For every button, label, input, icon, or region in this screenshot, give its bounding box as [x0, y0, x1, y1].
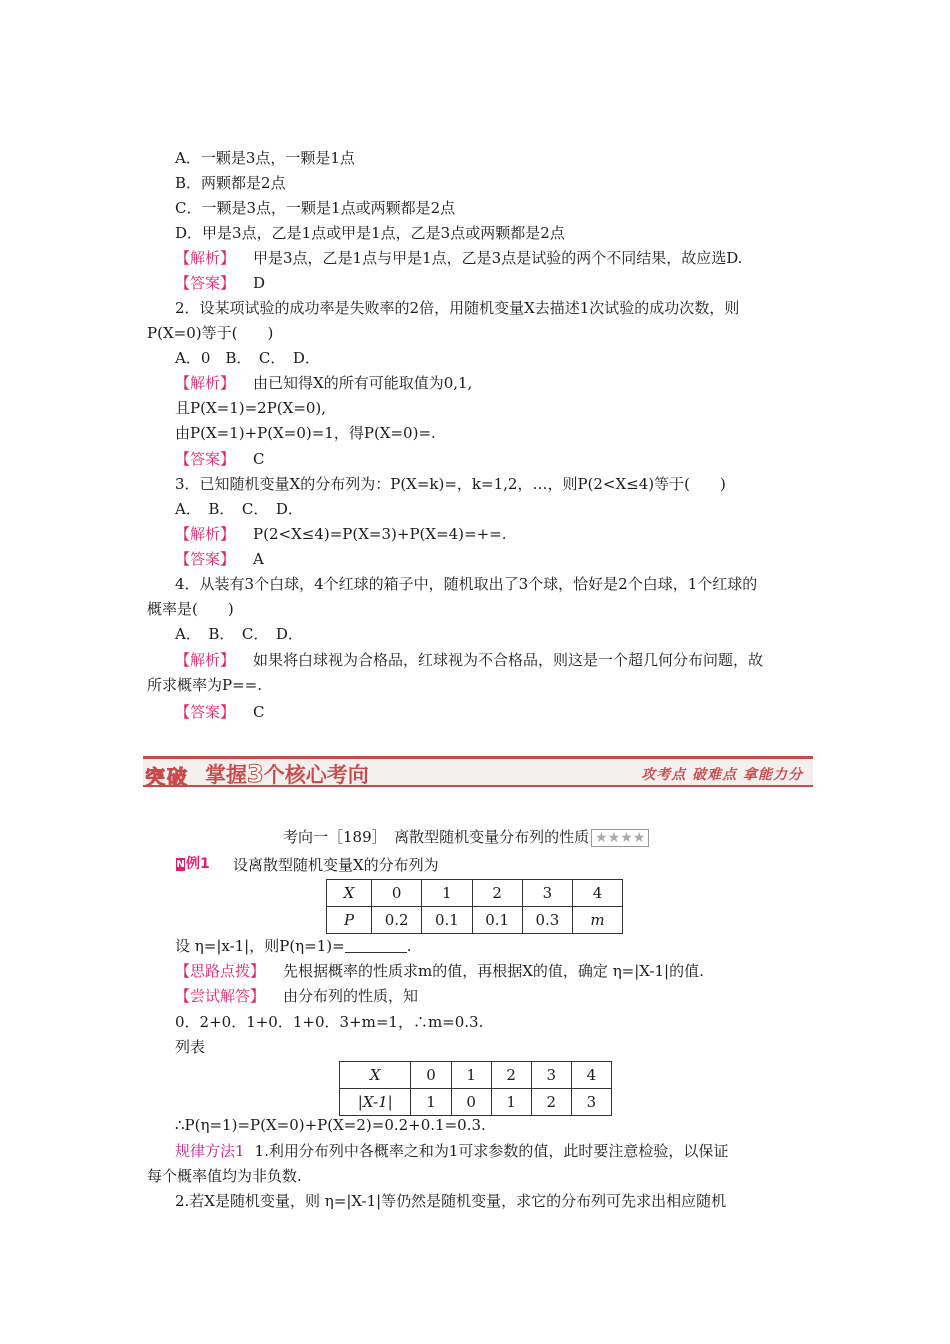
table-cell: 1	[451, 1062, 491, 1089]
rule-text: 1.利用分布列中各概率之和为1可求参数的值，此时要注意检验，以保证	[254, 1142, 729, 1160]
table-cell: 1	[491, 1089, 531, 1116]
example-question	[175, 936, 411, 956]
table-row	[340, 1062, 612, 1089]
q4-stem-2: 概率是( )	[147, 600, 234, 618]
table-row	[327, 880, 623, 907]
q3-answer	[175, 549, 264, 569]
table-cell: 4	[573, 880, 623, 907]
table-cell: X	[340, 1062, 411, 1089]
table-cell: P	[327, 907, 372, 934]
try-label: 【尝试解答】	[175, 987, 266, 1005]
q4-options: A． B． C． D．	[175, 625, 303, 643]
answer-label: 【答案】	[175, 550, 236, 568]
answer-text: C	[253, 703, 265, 721]
q2-analysis-2: 且P(X=1)=2P(X=0),	[175, 399, 327, 417]
answer-blank	[345, 938, 407, 953]
analysis-text: 由已知得X的所有可能取值为0,1,	[253, 374, 473, 392]
table-cell: 2	[472, 880, 522, 907]
distribution-table	[326, 879, 623, 934]
table-cell: 2	[531, 1089, 571, 1116]
q2-options: A．0 B． C． D．	[175, 349, 320, 367]
mapping-table	[339, 1061, 612, 1116]
q1-option-c: C．一颗是3点，一颗是1点或两颗都是2点	[175, 199, 456, 217]
table-cell: m	[573, 907, 623, 934]
banner-slogan: 攻考点 破难点 拿能力分	[641, 767, 803, 783]
q2-stem-1: 2．设某项试验的成功率是失败率的2倍，用随机变量X去描述1次试验的成功次数，则	[175, 299, 740, 317]
example-badge-icon: N	[176, 859, 185, 870]
table-cell: X	[327, 880, 372, 907]
analysis-label: 【解析】	[175, 249, 236, 267]
table-cell: 3	[571, 1089, 611, 1116]
example-stem: 设离散型随机变量X的分布列为	[233, 856, 439, 874]
question-end: .	[406, 937, 412, 955]
example-try	[175, 986, 418, 1006]
q4-analysis-2: 所求概率为P==.	[147, 676, 262, 694]
table-cell: 4	[571, 1062, 611, 1089]
rule-line-2: 每个概率值均为非负数.	[147, 1167, 302, 1185]
analysis-label: 【解析】	[175, 525, 236, 543]
table-cell: 0.1	[472, 907, 522, 934]
answer-text: C	[253, 450, 265, 468]
analysis-label: 【解析】	[175, 374, 236, 392]
banner-badge: 突破	[145, 765, 189, 789]
table-cell: 2	[491, 1062, 531, 1089]
rule-line-3: 2.若X是随机变量，则 η=|X-1|等仍然是随机变量，求它的分布列可先求出相应随机	[175, 1192, 727, 1210]
question-text: 设 η=|x-1|，则P(η=1)=	[175, 937, 345, 955]
example-hint	[175, 961, 704, 981]
example-conclusion: ∴P(η=1)=P(X=0)+P(X=2)=0.2+0.1=0.3.	[175, 1116, 486, 1134]
q1-analysis	[175, 248, 742, 268]
banner-title-num: 3	[247, 760, 264, 788]
table-cell: 0.3	[522, 907, 572, 934]
table-cell: 0	[372, 880, 422, 907]
banner-title-post: 个核心考向	[263, 763, 369, 787]
q1-option-a: A．一颗是3点，一颗是1点	[175, 149, 355, 167]
table-cell: |X-1|	[340, 1089, 411, 1116]
section-title-text: 考向一［189］ 离散型随机变量分布列的性质	[283, 828, 590, 846]
analysis-label: 【解析】	[175, 651, 236, 669]
analysis-text: P(2<X≤4)=P(X=3)+P(X=4)=+=.	[253, 525, 507, 543]
example-badge-text: 例1	[186, 856, 210, 872]
answer-label: 【答案】	[175, 274, 236, 292]
section-banner	[143, 756, 813, 788]
hint-text: 先根据概率的性质求m的值，再根据X的值，确定 η=|X-1|的值.	[283, 962, 704, 980]
q3-stem: 3．已知随机变量X的分布列为：P(X=k)=，k=1,2，…，则P(2<X≤4)等于( )	[175, 475, 726, 493]
answer-text: D	[253, 274, 266, 292]
table-row	[340, 1089, 612, 1116]
q4-answer	[175, 702, 265, 722]
table-cell: 3	[531, 1062, 571, 1089]
table-cell: 0.1	[422, 907, 472, 934]
q1-option-d: D．甲是3点，乙是1点或甲是1点，乙是3点或两颗都是2点	[175, 224, 565, 242]
banner-title-pre: 掌握	[205, 763, 247, 787]
answer-text: A	[253, 550, 264, 568]
table-cell: 1	[411, 1089, 451, 1116]
hint-label: 【思路点拨】	[175, 962, 266, 980]
q2-analysis	[175, 373, 472, 393]
q2-analysis-3: 由P(X=1)+P(X=0)=1，得P(X=0)=.	[175, 424, 436, 442]
answer-label: 【答案】	[175, 450, 236, 468]
rule-label: 规律方法1	[175, 1142, 245, 1160]
table-cell: 0	[411, 1062, 451, 1089]
table-cell: 3	[522, 880, 572, 907]
answer-label: 【答案】	[175, 703, 236, 721]
table-cell: 1	[422, 880, 472, 907]
try-text: 由分布列的性质，知	[283, 987, 419, 1005]
banner-title	[205, 759, 369, 789]
example-try-3: 列表	[175, 1038, 206, 1056]
example-badge	[176, 853, 210, 873]
table-cell: 0	[451, 1089, 491, 1116]
table-cell: 0.2	[372, 907, 422, 934]
example-try-2: 0．2+0．1+0．1+0．3+m=1，∴m=0.3.	[175, 1013, 484, 1031]
q1-option-b: B．两颗都是2点	[175, 174, 286, 192]
q1-answer	[175, 273, 265, 293]
table-row	[327, 907, 623, 934]
rule-line-1	[175, 1141, 728, 1161]
q3-analysis	[175, 524, 507, 544]
q3-options: A． B． C． D．	[175, 500, 303, 518]
q4-stem-1: 4．从装有3个白球，4个红球的箱子中，随机取出了3个球，恰好是2个白球，1个红球的	[175, 575, 758, 593]
q2-answer	[175, 449, 265, 469]
q4-analysis	[175, 650, 763, 670]
analysis-text: 甲是3点，乙是1点与甲是1点，乙是3点是试验的两个不同结果，故应选D.	[253, 249, 743, 267]
difficulty-stars: ★★★★	[591, 829, 649, 847]
analysis-text: 如果将白球视为合格品，红球视为不合格品，则这是一个超几何分布问题，故	[253, 651, 764, 669]
q2-stem-2: P(X=0)等于( )	[147, 324, 274, 342]
section-title	[283, 826, 649, 847]
